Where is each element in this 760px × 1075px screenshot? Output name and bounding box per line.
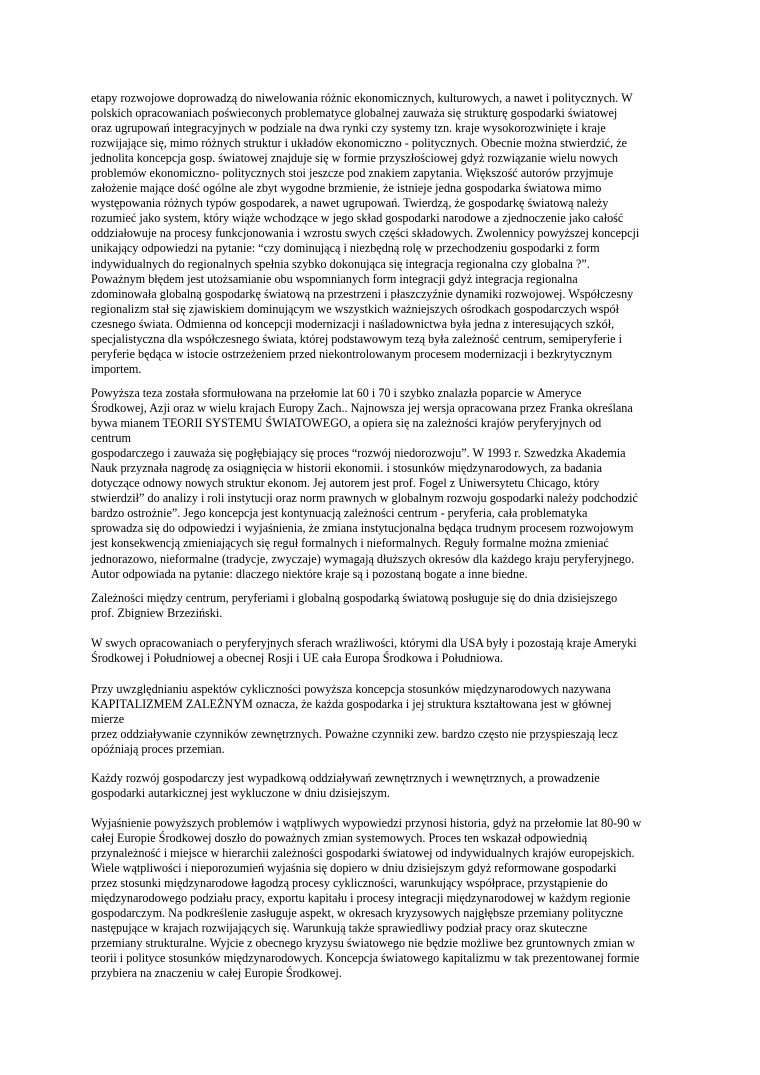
text-line: centrum [91, 431, 131, 446]
text-line: polskich opracowaniach poświeconych problematyce globalnej zauważa się strukturę gospodarki światowej [91, 106, 618, 121]
paragraph-1 [91, 91, 691, 377]
text-line: przynależność i miejsce w hierarchii zależności gospodarki światowej od indywidualnych krajów europejskich. [91, 846, 635, 861]
paragraph-6 [91, 771, 691, 801]
text-line: Środkowej i Południowej a obecnej Rosji i UE cała Europa Środkowa i Południowa. [91, 651, 503, 666]
text-line: Zależności między centrum, peryferiami i globalną gospodarką światową posługuje się do dnia dzisiejszego [91, 591, 618, 605]
text-line: przemiany strukturalne. Wyjcie z obecnego kryzysu światowego nie będzie możliwe bez gruntownych zmian w [91, 936, 635, 951]
text-line: KAPITALIZMEM ZALEŻNYM oznacza, że każda gospodarka i jej struktura kształtowana jest w głównej [91, 697, 612, 712]
text-line: Wyjaśnienie powyższych problemów i wątpliwych wypowiedzi przynosi historia, gdyż na przełomie lat 80-90 w [91, 816, 642, 830]
text-line: prof. Zbigniew Brzeziński. [91, 606, 223, 621]
paragraph-3 [91, 591, 691, 621]
text-line: opóźniają proces przemian. [91, 742, 225, 757]
paragraph-2 [91, 386, 691, 582]
text-line: sprowadza się do odpowiedzi i wyjaśnienia, że zmiana instytucjonalna będąca trudnym procesem rozwojowym [91, 521, 634, 536]
text-line: następujące w krajach rozwijających się. Warunkują także sprawiedliwy podział pracy oraz skuteczne [91, 921, 588, 936]
text-line: stwierdził” do analizy i roli instytucji oraz norm prawnych w globalnym rozwoju gospodarki należy podchodzić [91, 491, 638, 506]
text-line: dotyczące odnowy nowych struktur ekonom. Jej autorem jest prof. Fogel z Uniwersytetu Chicago, który [91, 476, 600, 491]
text-line: gospodarki autarkicznej jest wykluczone w dniu dzisiejszym. [91, 786, 390, 801]
text-line: zdominowała globalną gospodarkę światową na przestrzeni i płaszczyźnie dynamiki rozwojowej. Współczesny [91, 286, 634, 301]
text-line: gospodarczego i zauważa się pogłębiający się proces “rozwój niedorozwoju”. W 1993 r. Szwedzka Akademia [91, 446, 626, 461]
text-line: przez stosunki międzynarodowe łagodzą procesy cykliczności, warunkujący współprace, przystąpienie do [91, 876, 608, 891]
text-line: Przy uwzględnianiu aspektów cykliczności powyższa koncepcja stosunków międzynarodowych nazywana [91, 682, 611, 696]
text-line: Powyższa teza została sformułowana na przełomie lat 60 i 70 i szybko znalazła poparcie w Ameryce [91, 386, 582, 400]
text-line: Poważnym błędem jest utożsamianie obu wspomnianych form integracji gdyż integracja regionalna [91, 271, 578, 286]
text-line: oraz ugrupowań integracyjnych w podziale na dwa rynki czy systemy tzn. kraje wysokorozwinięte i kraje [91, 121, 606, 136]
text-line: peryferie będąca w istocie ostrzeżeniem przed niekontrolowanym procesem modernizacji i bezkrytycznym [91, 346, 613, 361]
text-line: Nauk przyznała nagrodę za osiągnięcia w historii ekonomii. i stosunków międzynarodowych, za badania [91, 461, 603, 476]
text-line: Środkowej, Azji oraz w wielu krajach Europy Zach.. Najnowsza jej wersja opracowana przez Franka określana [91, 401, 633, 416]
paragraph-5 [91, 682, 691, 757]
text-line: W swych opracowaniach o peryferyjnych sferach wrażliwości, którymi dla USA były i pozostają kraje Ameryki [91, 636, 637, 650]
text-line: unikający odpowiedzi na pytanie: “czy dominującą i niezbędną rolę w przechodzeniu gospodarki z form [91, 241, 600, 256]
text-line: występowania różnych typów gospodarek, a nawet ugrupowań. Twierdzą, że gospodarkę światową należy [91, 196, 609, 211]
text-line: bardzo ostrożnie”. Jego koncepcja jest kontynuacją zależności centrum - peryferia, cała problematyka [91, 506, 588, 521]
text-line: przybiera na znaczeniu w całej Europie Środkowej. [91, 966, 342, 981]
text-line: rozumieć jako system, który wiąże wchodzące w jego skład gospodarki narodowe a zjednoczenie jako całość [91, 211, 624, 226]
text-line: regionalizm stał się zjawiskiem dominującym we wszystkich ważniejszych ośrodkach gospodarczych współ [91, 301, 619, 316]
paragraph-7 [91, 816, 691, 982]
text-line: Każdy rozwój gospodarczy jest wypadkową oddziaływań zewnętrznych i wewnętrznych, a prowadzenie [91, 771, 600, 785]
text-line: jednolita koncepcja gosp. światowej znajduje się w formie przyszłościowej gdyż rozwiązanie wielu nowych [91, 151, 618, 166]
text-line: jednorazowo, nieformalne (tradycje, zwyczaje) wymagają dłuższych okresów dla każdego kraju peryferyjnego. [91, 551, 635, 566]
text-line: mierze [91, 712, 125, 727]
text-line: importem. [91, 361, 142, 376]
text-line: Wiele wątpliwości i nieporozumień wyjaśnia się dopiero w dniu dzisiejszym gdyż reformowane gospodarki [91, 861, 617, 876]
text-line: specjalistyczna dla współczesnego świata, której podstawowym tezą była zależność centrum, semiperyferie i [91, 331, 622, 346]
text-line: teorii i polityce stosunków międzynarodowych. Koncepcja światowego kapitalizmu w tak prezentowanej formie [91, 951, 640, 966]
text-line: bywa mianem TEORII SYSTEMU ŚWIATOWEGO, a opiera się na zależności krajów peryferyjnych od [91, 416, 602, 431]
text-line: gospodarczym. Na podkreślenie zasługuje aspekt, w okresach kryzysowych najgłębsze przemiany polityczne [91, 906, 624, 921]
text-line: rozwijające się, mimo różnych struktur i układów ekonomiczno - politycznych. Obecnie można stwierdzić, że [91, 136, 628, 151]
text-line: czesnego świata. Odmienna od koncepcji modernizacji i naśladownictwa była jedna z interesujących szkół, [91, 316, 615, 331]
text-line: założenie mające dość ogólne ale zbyt wygodne brzmienie, że istnieje jedna gospodarka światowa mimo [91, 181, 602, 196]
text-line: problemów ekonomiczno- politycznych stoi jeszcze pod znakiem zapytania. Większość autorów przyjmuje [91, 166, 614, 181]
text-line: całej Europie Środkowej doszło do poważnych zmian systemowych. Proces ten wskazał odpowiednią [91, 831, 588, 846]
paragraph-4 [91, 636, 691, 666]
text-line: indywidualnych do regionalnych spełnia szybko dokonująca się integracja regionalna czy globalna ?”. [91, 256, 590, 271]
text-line: przez oddziaływanie czynników zewnętrznych. Poważne czynniki zew. bardzo często nie przyspieszają lecz [91, 727, 618, 742]
text-line: międzynarodowego podziału pracy, exportu kapitału i procesy integracji międzynarodowej w każdym regionie [91, 891, 631, 906]
text-line: Autor odpowiada na pytanie: dlaczego niektóre kraje są i pozostaną bogate a inne biedne. [91, 566, 528, 581]
text-line: jest konsekwencją zmieniających się reguł formalnych i nieformalnych. Reguły formalne można zmieniać [91, 536, 609, 551]
text-line: etapy rozwojowe doprowadzą do niwelowania różnic ekonomicznych, kulturowych, a nawet i politycznych. W [91, 91, 633, 105]
text-line: oddziałowuje na procesy funkcjonowania i wzrostu swych części składowych. Zwolennicy powyższej koncepcji [91, 226, 640, 241]
